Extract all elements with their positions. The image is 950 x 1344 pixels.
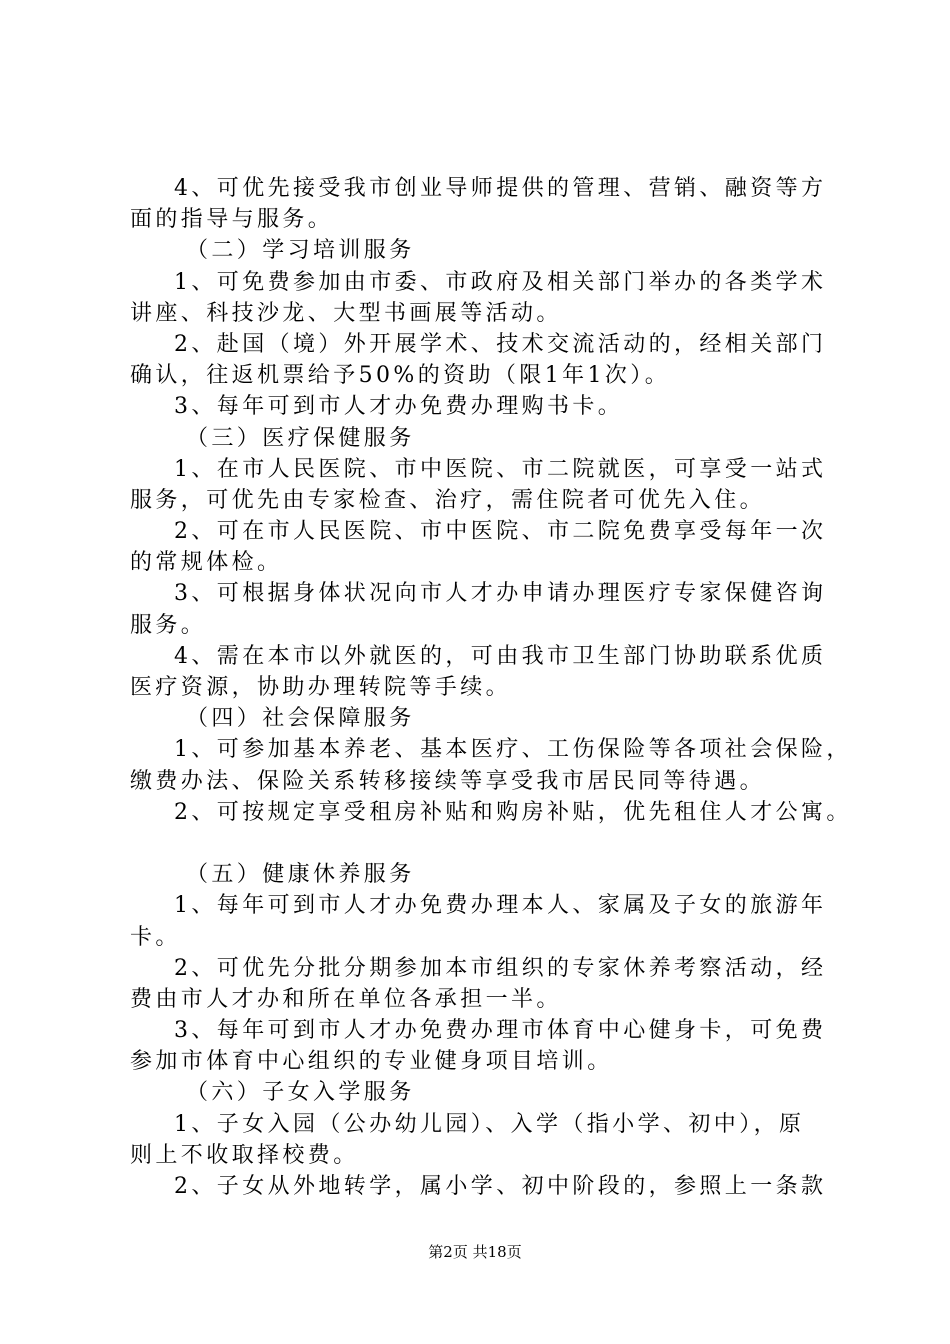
paragraph <box>130 797 850 828</box>
text-line: 服务。 <box>130 612 207 638</box>
document-body <box>130 173 850 1202</box>
paragraph <box>130 1171 850 1202</box>
page-footer: 第2页 共18页 <box>428 1243 522 1261</box>
text-line: （三）医疗保健服务 <box>186 425 415 451</box>
text-line: 3、每年可到市人才办免费办理购书卡。 <box>174 394 624 420</box>
text-line: （五）健康休养服务 <box>186 862 415 888</box>
text-line: 2、子女从外地转学，属小学、初中阶段的，参照上一条款 <box>174 1174 827 1199</box>
text-line: 2、可在市人民医院、市中医院、市二院免费享受每年一次 <box>174 519 827 545</box>
text-line: 2、可按规定享受租房补贴和购房补贴，优先租住人才公寓。 <box>174 799 852 825</box>
paragraph <box>130 1109 850 1171</box>
paragraph <box>130 578 850 640</box>
text-line: （四）社会保障服务 <box>186 706 415 732</box>
paragraph <box>130 329 850 391</box>
text-line: 费由市人才办和所在单位各承担一半。 <box>130 986 562 1012</box>
paragraph-spacer <box>130 828 850 859</box>
section-heading <box>130 703 850 734</box>
text-line: （二）学习培训服务 <box>186 238 415 264</box>
text-line: 3、每年可到市人才办免费办理市体育中心健身卡，可免费 <box>174 1018 827 1044</box>
text-line: 讲座、科技沙龙、大型书画展等活动。 <box>130 300 562 326</box>
text-line: 卡。 <box>130 924 181 950</box>
text-line: 则上不收取择校费。 <box>130 1142 359 1168</box>
text-line: 确认，往返机票给予50%的资助（限1年1次）。 <box>130 363 671 389</box>
paragraph <box>130 953 850 1015</box>
text-line: 医疗资源，协助办理转院等手续。 <box>130 675 512 700</box>
text-line: 4、需在本市以外就医的，可由我市卫生部门协助联系优质 <box>174 643 827 669</box>
text-line: 1、在市人民医院、市中医院、市二院就医，可享受一站式 <box>174 456 827 482</box>
text-line: 3、可根据身体状况向市人才办申请办理医疗专家保健咨询 <box>174 581 827 607</box>
text-line: 1、每年可到市人才办免费办理本人、家属及子女的旅游年 <box>174 893 827 919</box>
section-heading <box>130 1077 850 1108</box>
paragraph <box>130 734 850 796</box>
text-line: （六）子女入学服务 <box>186 1080 415 1106</box>
text-line: 的常规体检。 <box>130 550 283 576</box>
text-line: 参加市体育中心组织的专业健身项目培训。 <box>130 1049 613 1075</box>
paragraph <box>130 391 850 422</box>
text-line: 2、可优先分批分期参加本市组织的专家休养考察活动，经 <box>174 955 827 981</box>
text-line: 1、子女入园（公办幼儿园）、入学（指小学、初中），原 <box>174 1111 805 1137</box>
text-line: 缴费办法、保险关系转移接续等享受我市居民同等待遇。 <box>130 768 766 794</box>
paragraph <box>130 890 850 952</box>
text-line: 1、可免费参加由市委、市政府及相关部门举办的各类学术 <box>174 269 827 295</box>
text-line: 4、可优先接受我市创业导师提供的管理、营销、融资等方 <box>174 176 827 201</box>
text-line: 1、可参加基本养老、基本医疗、工伤保险等各项社会保险， <box>174 737 852 763</box>
text-line: 面的指导与服务。 <box>130 207 334 233</box>
section-heading <box>130 423 850 454</box>
text-line: 2、赴国（境）外开展学术、技术交流活动的，经相关部门 <box>174 331 827 357</box>
paragraph <box>130 516 850 578</box>
paragraph <box>130 1015 850 1077</box>
paragraph <box>130 267 850 329</box>
section-heading <box>130 859 850 890</box>
paragraph <box>130 173 850 235</box>
paragraph <box>130 454 850 516</box>
section-heading <box>130 235 850 266</box>
paragraph <box>130 641 850 703</box>
text-line: 服务，可优先由专家检查、治疗，需住院者可优先入住。 <box>130 487 766 513</box>
